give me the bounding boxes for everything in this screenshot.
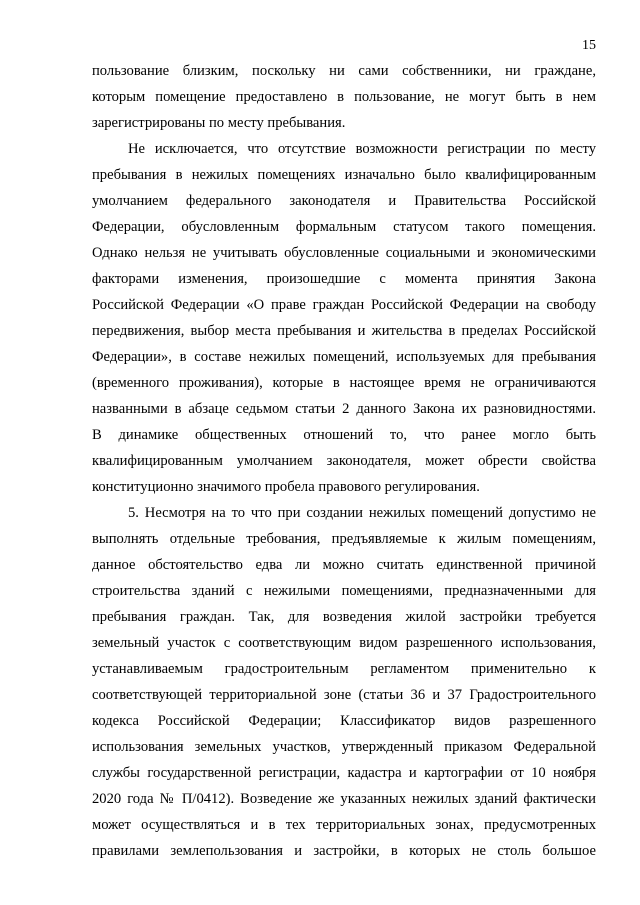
text-line: названными в абзаце седьмом статьи 2 данного Закона их разновидностями. [92, 401, 596, 417]
text-line: 2020 года № П/0412). Возведение же указанных нежилых зданий фактически [92, 791, 596, 807]
text-line: Однако нельзя не учитывать обусловленные социальными и экономическими [92, 245, 596, 261]
text-line: правилами землепользования и застройки, в которых не столь большое [92, 843, 596, 859]
text-line: (временного проживания), которые в настоящее время не ограничиваются [92, 375, 596, 391]
text-line: кодекса Российской Федерации; Классификатор видов разрешенного [92, 713, 596, 729]
text-line: Не исключается, что отсутствие возможности регистрации по месту [128, 141, 596, 157]
text-line: факторами изменения, произошедшие с момента принятия Закона [92, 271, 596, 287]
text-line: В динамике общественных отношений то, что ранее могло быть [92, 427, 596, 443]
text-line: данное обстоятельство едва ли можно считать единственной причиной [92, 557, 596, 573]
text-line: Федерации, обусловленным формальным статусом такого помещения. [92, 219, 596, 235]
text-line: умолчанием федерального законодателя и Правительства Российской [92, 193, 596, 209]
text-line: пользование близким, поскольку ни сами собственники, ни граждане, [92, 63, 596, 79]
text-line: может осуществляться и в тех территориальных зонах, предусмотренных [92, 817, 596, 833]
text-line: земельный участок с соответствующим видом разрешенного использования, [92, 635, 596, 651]
text-line: которым помещение предоставлено в пользование, не могут быть в нем [92, 89, 596, 105]
text-line: Федерации», в составе нежилых помещений, используемых для пребывания [92, 349, 596, 365]
text-line: устанавливаемым градостроительным регламентом применительно к [92, 661, 596, 677]
text-line: квалифицированным умолчанием законодателя, может обрести свойства [92, 453, 596, 469]
text-line: выполнять отдельные требования, предъявляемые к жилым помещениям, [92, 531, 596, 547]
text-line: Российской Федерации «О праве граждан Российской Федерации на свободу [92, 297, 596, 313]
text-line: соответствующей территориальной зоне (статьи 36 и 37 Градостроительного [92, 687, 596, 703]
text-line: строительства зданий с нежилыми помещениями, предназначенными для [92, 583, 596, 599]
text-line: пребывания граждан. Так, для возведения жилой застройки требуется [92, 609, 596, 625]
text-line: использования земельных участков, утвержденный приказом Федеральной [92, 739, 596, 755]
text-line: службы государственной регистрации, кадастра и картографии от 10 ноября [92, 765, 596, 781]
document-body [92, 58, 596, 864]
text-line: пребывания в нежилых помещениях изначально было квалифицированным [92, 167, 596, 183]
text-line: зарегистрированы по месту пребывания. [92, 115, 346, 131]
text-line: конституционно значимого пробела правового регулирования. [92, 479, 480, 495]
page-number: 15 [582, 38, 596, 53]
text-line: передвижения, выбор места пребывания и жительства в пределах Российской [92, 323, 596, 339]
text-line: 5. Несмотря на то что при создании нежилых помещений допустимо не [128, 505, 596, 521]
